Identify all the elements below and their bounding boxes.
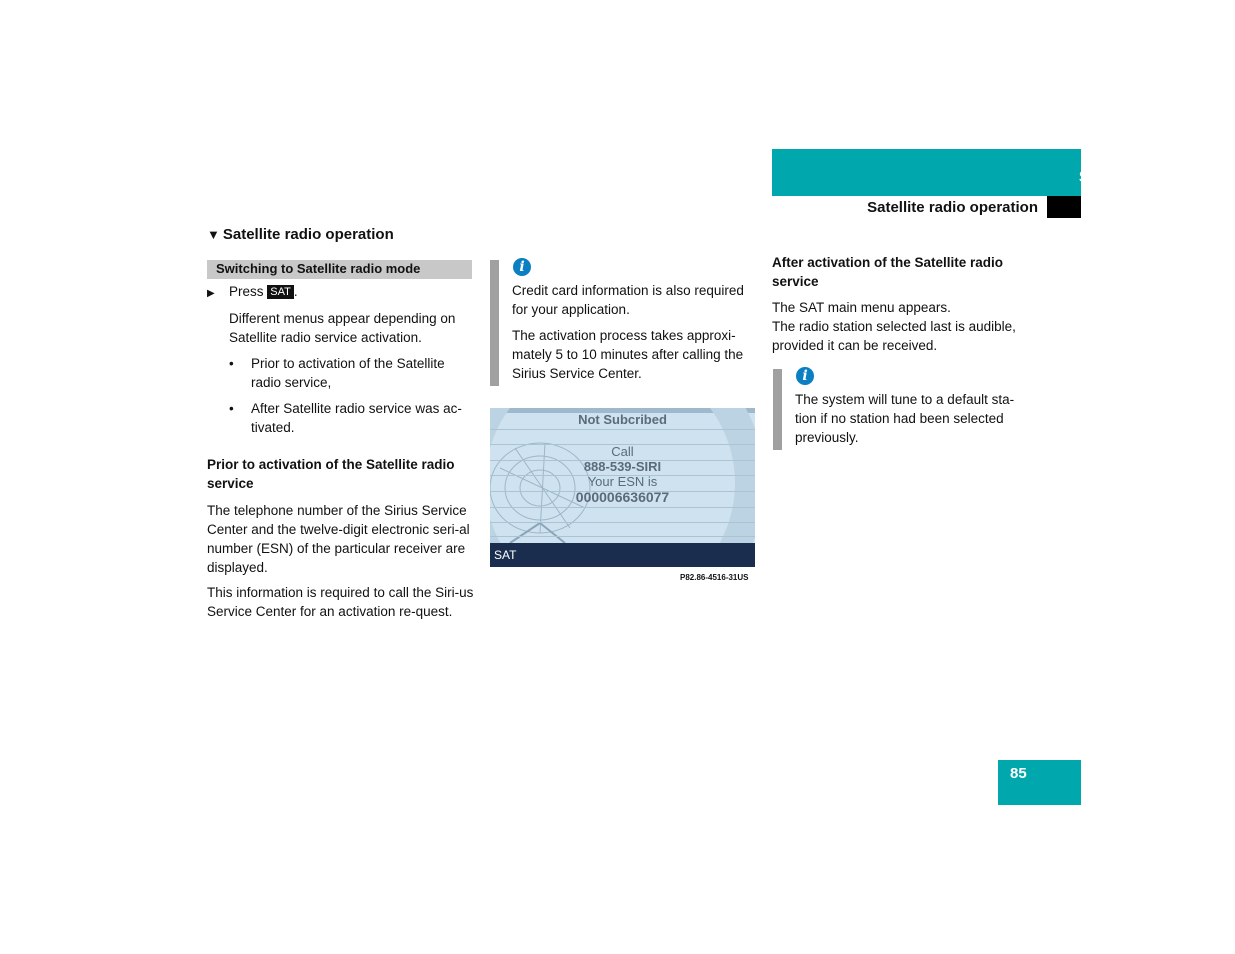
after-paragraph-1: The SAT main menu appears. (772, 300, 951, 315)
prior-paragraph-2: This information is required to call the Siri-us Service Center for an activation re-quest. (207, 585, 474, 619)
section-subtitle: Satellite radio operation (867, 199, 1038, 216)
chapter-title: Satellite radio* (1078, 169, 1190, 186)
bullet-icon: • (229, 401, 234, 416)
info-1-paragraph-2: The activation process takes approxi-mately 5 to 10 minutes after calling the Sirius Service Center. (512, 328, 744, 381)
info-bar (490, 260, 499, 386)
bullet-icon: • (229, 356, 234, 371)
prior-paragraph-1: The telephone number of the Sirius Service Center and the twelve-digit electronic seri-al number (ESN) of the particular receiver are displayed. (207, 503, 470, 575)
screen-esn-label: Your ESN is (587, 474, 658, 489)
section-marker (1047, 196, 1081, 218)
bullet-item-2: After Satellite radio service was ac-tivated. (251, 401, 462, 435)
screen-phone-number: 888-539-SIRI (583, 459, 662, 474)
main-heading: ▼ Satellite radio operation (207, 226, 394, 243)
screen-footer: SAT (490, 543, 755, 567)
after-heading: After activation of the Satellite radio service (772, 255, 1004, 289)
bullet-item-1: Prior to activation of the Satellite radio service, (251, 356, 445, 390)
press-step: ▶ Press SAT . (207, 282, 298, 303)
triangle-down-icon: ▼ (207, 227, 220, 242)
chapter-tab (772, 149, 1081, 196)
screen-call-label: Call (611, 444, 634, 459)
image-caption: P82.86-4516-31US (680, 573, 749, 582)
step-arrow-icon: ▶ (207, 288, 215, 299)
prior-heading: Prior to activation of the Satellite radio service (207, 457, 455, 491)
screen-status-text: Not Subcribed (578, 412, 667, 427)
info-bar (773, 369, 782, 450)
info-icon: i (796, 367, 814, 385)
info-1-paragraph-1: Credit card information is also required for your application. (512, 283, 744, 317)
after-paragraph-2: The radio station selected last is audible, provided it can be received. (772, 319, 1016, 353)
sat-display-screenshot (490, 408, 755, 567)
subheading-bar: Switching to Satellite radio mode (207, 260, 472, 279)
screen-esn-number: 000006636077 (575, 489, 670, 505)
sat-key: SAT (267, 285, 294, 299)
page-number: 85 (1010, 765, 1027, 782)
info-2-paragraph-1: The system will tune to a default sta-tion if no station had been selected previously. (795, 392, 1015, 445)
menus-note: Different menus appear depending on Satellite radio service activation. (229, 311, 456, 345)
info-icon: i (513, 258, 531, 276)
